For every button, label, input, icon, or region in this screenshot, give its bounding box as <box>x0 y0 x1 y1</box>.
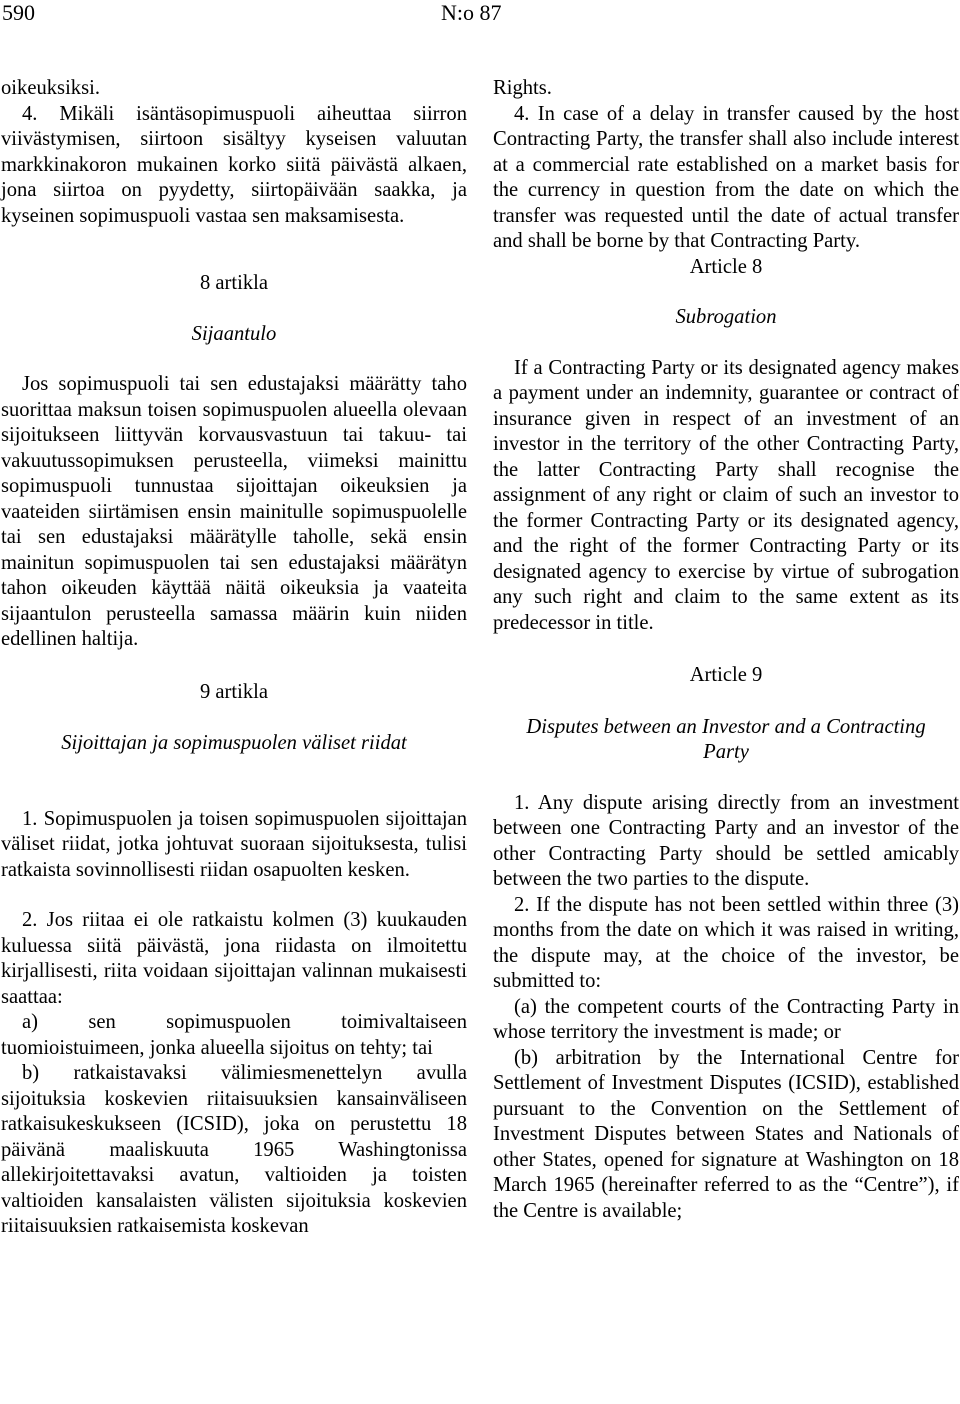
fi-article-8-heading: 8 artikla <box>199 272 269 294</box>
en-article-9-heading: Article 9 <box>689 664 763 686</box>
fi-article-9-item-b: b) ratkaistavaksi välimiesmenettelyn avulla sijoituksia koskevien riitaisuuksien kansainväliseen ratkaisukeskukseen (ICSID), joka on perustettu 18 päivänä maaliskuuta 1965 Washingtonissa allekirjoitettavaksi avatun, valtioiden ja toisten valtioiden kansalaisten välisten sijoituksia koskevien riitaisuuksien ratkaisemista koskevan <box>1 1062 467 1237</box>
en-carry-over-text: Rights. <box>493 77 552 99</box>
en-article-9-item-b: (b) arbitration by the International Centre for Settlement of Investment Disputes (ICSID), established pursuant to the Convention on the Settlement of Investment Disputes between States and Nationals of other States, opened for signature at Washington on 18 March 1965 (hereinafter referred to as the “Centre”), if the Centre is available; <box>493 1046 959 1222</box>
en-article-8-text: If a Contracting Party or its designated agency makes a payment under an indemnity, guarantee or contract of insurance given in respect of an investment of an investor in the territory of the other Contracting Party, the latter Contracting Party shall recognise the assignment of any right or claim of such an investor to the former Contracting Party or its designated agency, and the right of the former Contracting Party or its designated agency to exercise by virtue of subrogation any such right and claim to the same extent as its predecessor in title. <box>493 356 959 634</box>
finnish-column <box>1 76 467 1240</box>
en-article-8-title: Subrogation <box>675 306 777 328</box>
english-column <box>493 76 959 1224</box>
fi-carry-over-text: oikeuksiksi. <box>1 77 100 99</box>
fi-article-9-heading: 9 artikla <box>199 680 269 703</box>
fi-article-7-paragraph-4: 4. Mikäli isäntäsopimuspuoli aiheuttaa siirron viivästymisen, siirtoon sisältyy kyseisen valuutan markkinakoron mukainen korko siitä päivästä alkaen, jona siirtoa on pyydetty, siirtopäivään saakka, ja kyseinen sopimuspuoli vastaa sen maksamisesta. <box>1 102 467 227</box>
page-number: 590 <box>2 0 35 25</box>
en-article-9-paragraph-1: 1. Any dispute arising directly from an investment between one Contracting Party and an investor of the other Contracting Party should be settled amicably between the two parties to the dispute. <box>493 791 959 890</box>
fi-article-8-title: Sijaantulo <box>191 322 277 345</box>
fi-article-9-paragraph-1: 1. Sopimuspuolen ja toisen sopimuspuolen sijoittajan väliset riidat, jotka johtuvat suoraan sijoituksesta, tulisi ratkaista sovinnollisesti riidan osapuolten kesken. <box>1 807 467 881</box>
issue-number: N:o 87 <box>441 0 502 25</box>
en-article-9-title: Disputes between an Investor and a Contracting Party <box>526 715 926 763</box>
fi-article-8-text: Jos sopimuspuoli tai sen edustajaksi määrätty taho suorittaa maksun toisen sopimuspuolen alueella olevaan sijoitukseen liittyvän korvausvastuun tai takuu- tai vakuutussopimuksen perusteella, viimeksi mainittu sopimuspuoli tunnustaa sijoittajan oikeuksien ja vaateiden siirtämisen ensin mainitulle sopimuspuolelle tai sen edustajaksi määrätylle taholle, sekä ensin mainitun sopimuspuolen tai sen edustajaksi määrätyn tahon oikeuden käyttää näitä oikeuksia ja vaateita sijaantulon perusteella samassa määrin kuin niiden edellinen haltija. <box>1 373 467 650</box>
en-article-7-paragraph-4: 4. In case of a delay in transfer caused by the host Contracting Party, the transfer shall also include interest at a commercial rate established on a market basis for the currency in question from the date on which the transfer was requested until the date of actual transfer and shall be borne by that Contracting Party. <box>493 102 959 252</box>
en-article-9-paragraph-2: 2. If the dispute has not been settled within three (3) months from the date on which it was raised in writing, the dispute may, at the choice of the investor, be submitted to: <box>493 893 959 992</box>
fi-article-9-title: Sijoittajan ja sopimuspuolen väliset riidat <box>61 732 407 754</box>
fi-article-9-paragraph-2: 2. Jos riitaa ei ole ratkaistu kolmen (3) kuukauden kuluessa siitä päivästä, jona riidasta on ilmoitettu kirjallisesti, riita voidaan sijoittajan valinnan mukaisesti saattaa: <box>1 909 467 1008</box>
en-article-8-heading: Article 8 <box>689 255 763 278</box>
en-article-9-item-a: (a) the competent courts of the Contracting Party in whose territory the investment is made; or <box>493 995 959 1043</box>
fi-article-9-item-a: a) sen sopimuspuolen toimivaltaiseen tuomioistuimeen, jonka alueella sijoitus on tehty; tai <box>1 1011 467 1059</box>
